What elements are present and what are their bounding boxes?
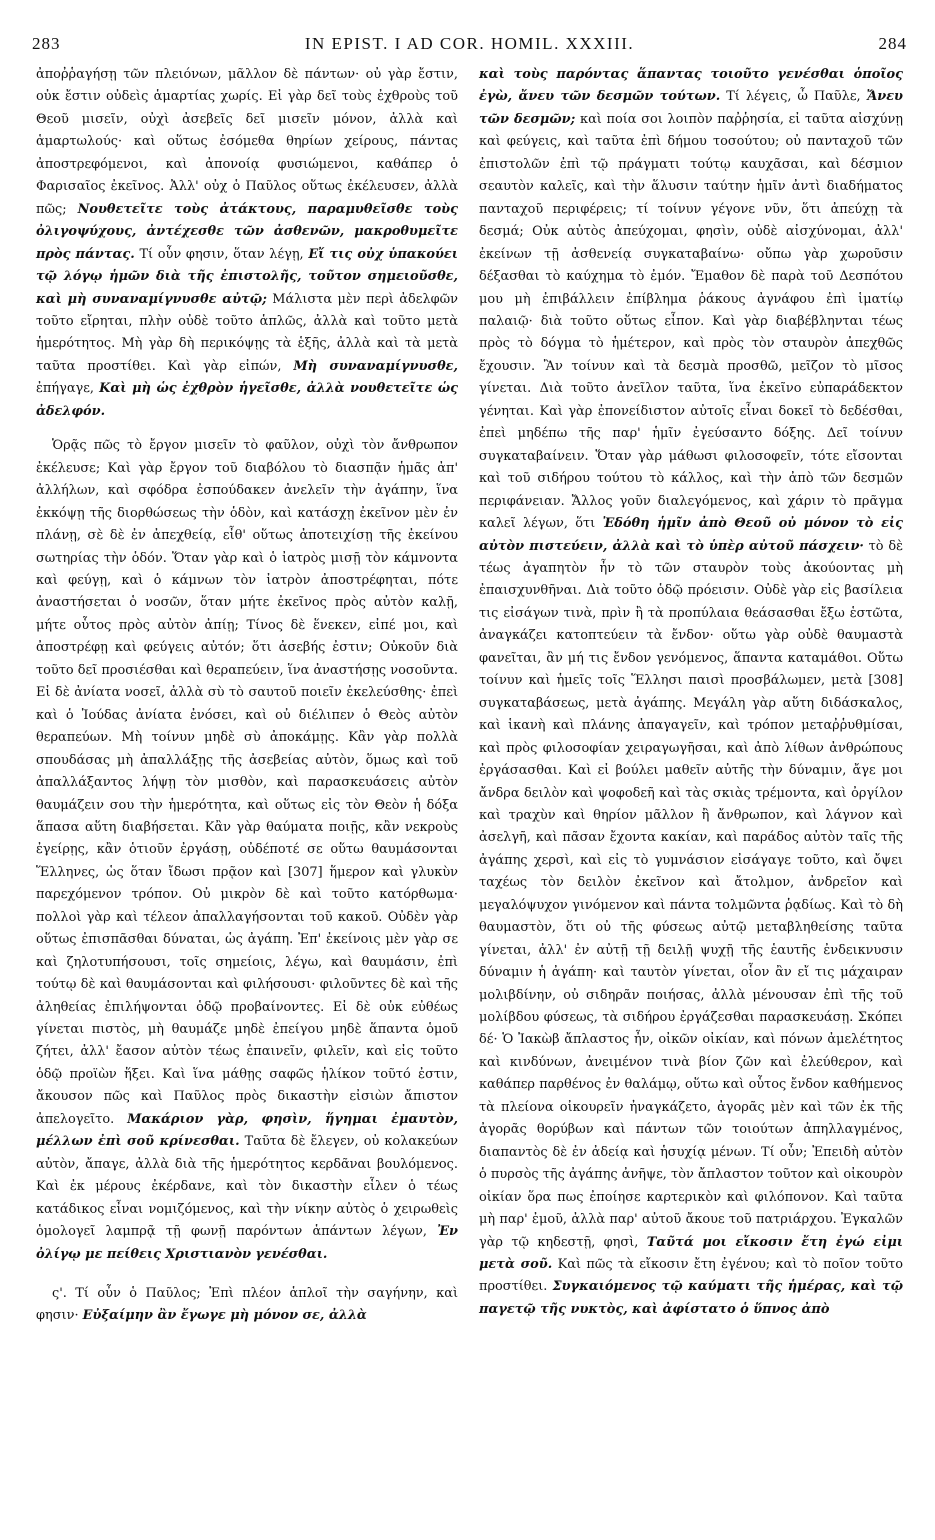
body-text: Ὁρᾷς πῶς τὸ ἔργον μισεῖν τὸ φαῦλον, οὐχὶ τὸν ἄνθρωπον ἐκέλευσε; Καὶ γὰρ ἔργον τοῦ διαβόλου τὸ διασπᾷν ἡμᾶς ἀπ' ἀλλήλων, καὶ σφόδρα ἐσπούδακεν ἀνελεῖν τὴν ἀγάπην, ἵνα ἐκκόψῃ τῆς διορθώσεως τὴν ὁδὸν, καὶ κατάσχῃ ἐκεῖνον μὲν ἐν πλάνῃ, σὲ δὲ ἐν ἀπεχθείᾳ, εἶθ' οὕτως ἀποτειχίσῃ τῆς ἐκείνου σωτηρίας τὴν ὁδόν. Ὅταν γὰρ καὶ ὁ ἰατρὸς μισῇ τὸν κάμνοντα καὶ φεύγῃ, καὶ ὁ κάμνων τὸν ἰατρὸν ἀποστρέφηται, πότε ἀναστήσεται ὁ νοσῶν, ὅταν μήτε ἐκεῖνος πρὸς αὐτὸν καλῇ, μήτε οὗτος πρὸς αὐτὸν ἀπίῃ; Τίνος δὲ ἕνεκεν, εἰπέ μοι, καὶ ἀποστρέφῃ καὶ φεύγεις αὐτόν; ὅτι ἀσεβής ἐστιν; Οὐκοῦν διὰ τοῦτο δεῖ προσιέσθαι καὶ θεραπεύειν, ἵνα ἀναστήσῃς νοσοῦντα. Εἰ δὲ ἀνίατα νοσεῖ, ἀλλὰ σὺ τὸ σαυτοῦ ποιεῖν ἐκελεύσθης· ἐπεὶ καὶ ὁ Ἰούδας ἀνίατα ἐνόσει, καὶ οὐ διέλιπεν ὁ Θεὸς αὐτὸν θεραπεύων. Μὴ τοίνυν μηδὲ σὺ ἀποκάμῃς. Κἂν γὰρ πολλὰ σπουδάσας μὴ ἀπαλλάξῃς τῆς ἀσεβείας αὐτὸν, ὅμως καὶ τοῦ ἀπαλλάξαντος λήψῃ τὸν μισθὸν, καὶ παρασκευάσεις αὐτὸν θαυμάζειν σου τὴν ἡμερότητα, καὶ οὕτως εἰς τὸν Θεὸν ἡ δόξα ἅπασα αὕτη διαβήσεται. Κἂν γὰρ θαύματα ποιῇς, κἂν νεκροὺς ἐγείρῃς, κἂν ὁτιοῦν ἐργάσῃ, οὐδέποτέ σε οὕτω θαυμάσονται Ἕλληνες, ὡς ὅταν ἴδωσι πρᾷον καὶ [307] ἥμερον καὶ γλυκὺν παρεχόμενον τρόπον. Οὐ μικρὸν δὲ καὶ τοῦτο κατόρθωμα· πολλοὶ γὰρ καὶ τέλεον ἀπαλλαγήσονται τοῦ κακοῦ. Οὐδὲν γὰρ οὕτως ἐπισπᾶσθαι δύναται, ὡς ἀγάπη. Ἐπ' ἐκείνοις μὲν γὰρ σε καὶ ζηλοτυπήσουσι, τοῖς σημείοις, λέγω, καὶ θαυμάσιν, ἐπὶ τούτῳ δὲ καὶ θαυμάσονται καὶ φιλήσουσι· φιλοῦντες δὲ καὶ τῆς ἀληθείας ἐπιλήψονται ὁδῷ προβαίνοντες. Εἰ δὲ οὐκ εὐθέως γίνεται πιστὸς, μὴ θαυμάζε μηδὲ ἐπείγου μηδὲ ἅπαντα ὁμοῦ ζήτει, ἀλλ' ἔασον αὐτὸν τέως ἐπαινεῖν, φιλεῖν, καὶ εἰς τοῦτο ὁδῷ προϊὼν ἥξει. Καὶ ἵνα μάθῃς σαφῶς ἡλίκον τοῦτό ἐστιν, ἄκουσον πῶς καὶ Παῦλος πρὸς δικαστὴν εἰσιὼν ἄπιστον ἀπελογεῖτο.: [36, 438, 458, 1127]
left-column: [36, 64, 458, 1328]
body-text: Τί λέγεις, ὦ Παῦλε,: [720, 89, 867, 105]
body-text: τὸ δὲ τέως ἀγαπητὸν ἦν τὸ τῶν σταυρὸν τοὺς ἀκούοντας μὴ ἐπαισχυνθῆναι. Διὰ τοῦτο ὁδῷ πρόεισιν. Οὐδὲ γὰρ εἰς βασίλεια τις εἰσάγων τινὰ, πρὶν ἢ τὰ προπύλαια θεάσασθαι ἔξω ἑστῶτα, ἀναγκάζει κατοπτεύειν τὰ ἔνδον· οὕτω γὰρ οὐδὲ θαυμαστὰ φανεῖται, ἂν μή τις ἔνδον γενόμενος, ἅπαντα καταμάθοι. Οὕτω τοίνυν καὶ ἡμεῖς τοῖς Ἕλλησι παισὶ προσβάλωμεν, μετὰ [308] συγκαταβάσεως, μετὰ ἀγάπης. Μεγάλη γὰρ αὕτη διδάσκαλος, καὶ ἱκανὴ καὶ πλάνης ἀπαγαγεῖν, καὶ τρόπον μεταῤῥυθμίσαι, καὶ πρὸς φιλοσοφίαν χειραγωγῆσαι, καὶ ἀπὸ λίθων ἀνθρώπους ἐργάσασθαι. Καὶ εἰ βούλει μαθεῖν αὐτῆς τὴν δύναμιν, ἄγε μοι ἄνδρα δειλὸν καὶ ψοφοδεῆ καὶ τὰς σκιὰς τρέμοντα, καὶ ὀργίλον καὶ τραχὺν καὶ θηρίον μᾶλλον ἢ ἄνθρωπον, καὶ λάγνον καὶ ἀσελγῆ, καὶ πᾶσαν ἔχοντα κακίαν, καὶ παράδος αὐτὸν ταῖς τῆς ἀγάπης χερσὶ, καὶ εἰς τὸ γυμνάσιον εἰσάγαγε τοῦτο, καὶ ὄψει ταχέως τὸν δειλὸν ἐκεῖνον καὶ ἄτολμον, ἀνδρεῖον καὶ μεγαλόψυχον γινόμενον καὶ πάντα τολμῶντα ῥᾳδίως. Καὶ τὸ δὴ θαυμαστὸν, ὅτι οὐ τῆς φύσεως αὐτῷ μεταβληθείσης ταῦτα γίνεται, ἀλλ' ἐν αὐτῇ τῇ δειλῇ ψυχῇ τῆς ἑαυτῆς ἐνδεικνυσιν δύναμιν ἡ ἀγάπη· καὶ ταυτὸν γίνεται, οἷον ἂν εἴ τις μάχαιραν μολιβδίνην, οὐ σιδηρᾶν ποιήσας, ἀλλὰ μένουσαν ἐπὶ τῆς τοῦ μολίβδου φύσεως, τὰ σιδήρου ἐργάζεσθαι παρασκευάσῃ. Σκόπει δέ· Ὁ Ἰακὼβ ἄπλαστος ἦν, οἰκῶν οἰκίαν, καὶ πόνων ἀμελέτητος καὶ κινδύνων, ἀνειμένον τινὰ βίον ζῶν καὶ ἐλεύθερον, καὶ καθάπερ παρθένος ἐν θαλάμῳ, οὕτω καὶ οὗτος ἔνδον καθήμενος τὰ πλείονα οἰκουρεῖν ἠναγκάζετο, ἀγορᾶς μὲν καὶ τῶν ἐκ τῆς ἀγορᾶς θορύβων καὶ πάντων τῶν τοιούτων ἀπηλλαγμένος, διαπαντὸς δὲ ἐν ἀδείᾳ καὶ ἡσυχίᾳ μένων. Τί οὖν; Ἐπειδὴ αὐτὸν ὁ πυρσὸς τῆς ἀγάπης ἀνῆψε, τὸν ἄπλαστον τοῦτον καὶ οἰκουρὸν οἰκίαν ὅρα πως ἐποίησε καρτερικὸν καὶ φιλόπονον. Καὶ ταῦτα μὴ παρ' ἐμοῦ, ἀλλὰ παρ' αὐτοῦ ἄκουε τοῦ πατριάρχου. Ἐγκαλῶν γὰρ τῷ κηδεστῇ, φησὶ,: [479, 538, 903, 1250]
paragraph: [479, 64, 903, 1321]
body-text: Μάλιστα μὲν περὶ ἀδελφῶν τοῦτο εἴρηται, πλὴν οὐδὲ τοῦτο ἁπλῶς, ἀλλὰ καὶ τοῦτο μετὰ ἡμερότητος. Μὴ γὰρ δὴ περικόψῃς τὰ ἑξῆς, ἀλλὰ καὶ τὰ μετὰ ταῦτα προστίθει. Καὶ γὰρ εἰπών,: [36, 291, 458, 374]
quotation-text: Μὴ συναναμίγνυσθε,: [293, 358, 458, 374]
paragraph: [36, 64, 458, 423]
body-text: Καὶ πῶς τὰ εἴκοσιν ἔτη ἐγένου; καὶ τὸ ποῖον τοῦτο προστίθει.: [479, 1257, 903, 1295]
page-number-left: 283: [32, 34, 61, 53]
body-text: ἀποῤῥαγήσῃ τῶν πλειόνων, μᾶλλον δὲ πάντων· οὐ γὰρ ἔστιν, οὐκ ἔστιν οὐδεὶς ἁμαρτίας χωρίς. Εἰ γὰρ δεῖ τοὺς ἐχθροὺς τοῦ Θεοῦ μισεῖν, οὐχὶ ἀσεβεῖς δεῖ μισεῖν μόνον, ἀλλὰ καὶ ἁμαρτωλούς· καὶ οὕτως ἐσόμεθα θηρίων χείρους, πάντας ἀποστρεφόμενοι, καὶ ἀπονοίᾳ φυσιώμενοι, καθάπερ ὁ Φαρισαῖος ἐκεῖνος. Ἀλλ' οὐχ ὁ Παῦλος οὕτως ἐκέλευσεν, ἀλλὰ πῶς;: [36, 67, 458, 217]
quotation-text: Συγκαιόμενος τῷ καύματι τῆς ἡμέρας, καὶ τῷ παγετῷ τῆς νυκτὸς, καὶ ἀφίστατο ὁ ὕπνος ἀπὸ: [479, 1279, 903, 1317]
quotation-text: Νουθετεῖτε τοὺς ἀτάκτους, παραμυθεῖσθε τοὺς ὀλιγοψύχους, ἀντέχεσθε τῶν ἀσθενῶν, μακροθυμεῖτε πρὸς πάντας.: [36, 201, 458, 262]
quotation-text: καὶ τοὺς παρόντας ἅπαντας τοιοῦτο γενέσθαι ὁποῖος ἐγὼ, ἄνευ τῶν δεσμῶν τούτων.: [479, 67, 903, 105]
body-text: ἐπήγαγε,: [36, 381, 100, 397]
quotation-text: Εἴ τις οὐχ ὑπακούει τῷ λόγῳ ἡμῶν διὰ τῆς ἐπιστολῆς, τοῦτον σημειοῦσθε, καὶ μὴ συναναμίγνυσθε αὐτῷ;: [36, 246, 459, 307]
quotation-text: Ἐδόθη ἡμῖν ἀπὸ Θεοῦ οὐ μόνον τὸ εἰς αὐτὸν πιστεύειν, ἀλλὰ καὶ τὸ ὑπὲρ αὐτοῦ πάσχειν·: [479, 516, 903, 554]
quotation-text: Ἐν ὀλίγῳ με πείθεις Χριστιανὸν γενέσθαι.: [36, 1224, 458, 1262]
running-header: [32, 34, 907, 58]
quotation-text: Μακάριον γὰρ, φησὶν, ἥγημαι ἐμαυτὸν, μέλλων ἐπὶ σοῦ κρίνεσθαι.: [36, 1111, 458, 1150]
right-column: [479, 64, 903, 1321]
body-text: ς'. Τί οὖν ὁ Παῦλος; Ἐπὶ πλέον ἁπλοῖ τὴν σαγήνην, καὶ φησιν·: [36, 1286, 458, 1324]
body-text: καὶ ποία σοι λοιπὸν παῤῥησία, εἰ ταῦτα αἰσχύνῃ καὶ φεύγεις, καὶ ταῦτα ἐπὶ δήμου τοσούτου; οὐ πανταχοῦ τῶν ἐπιστολῶν ἐπὶ τῷ πράγματι τούτῳ καυχᾶσαι, καὶ δέσμιον σεαυτὸν καλεῖς, καὶ τὴν ἅλυσιν ταύτην ἡμῖν ἀντὶ διαδήματος πανταχοῦ περιφέρεις; τί τοίνυν γέγονε νῦν, ὅτι ἀπεύχῃ τὰ δεσμά; Οὐκ αὐτὸς ἀπεύχομαι, φησὶν, οὐδὲ αἰσχύνομαι, ἀλλ' ἐκείνων τῇ ἀσθενείᾳ συγκαταβαίνω· οὔπω γὰρ χωροῦσιν δέξασθαι τὸ καύχημα τὸ ἐμόν. Ἔμαθον δὲ παρὰ τοῦ Δεσπότου μου μὴ ἐπιβάλλειν ἐπίβλημα ῥάκους ἀγνάφου ἐπὶ ἱματίῳ παλαιῷ· διὰ τοῦτο οὕτως εἶπον. Καὶ γὰρ διαβέβληνται τέως πρὸς τὸ δόγμα τὸ ἡμέτερον, καὶ πρὸς τὸν σταυρὸν ἀπεχθῶς ἔχουσιν. Ἂν τοίνυν καὶ τὰ δεσμὰ προσθῶ, μεῖζον τὸ μῖσος γίνεται. Διὰ τοῦτο ἀνεῖλον ταῦτα, ἵνα ἐκεῖνο εὐπαράδεκτον γένηται. Καὶ γὰρ ἐπονείδιστον αὐτοῖς εἶναι δοκεῖ τὸ δεδέσθαι, ἐπεὶ μηδέπω τῆς παρ' ἡμῖν ἐγεύσαντο δόξης. Δεῖ τοίνυν συγκαταβαίνειν. Ὅταν γὰρ μάθωσι φιλοσοφεῖν, τότε εἴσονται καὶ τοῦ σιδήρου τούτου τὸ κάλλος, καὶ τὴν ἀπὸ τῶν δεσμῶν περιφάνειαν. Ἄλλος γοῦν διαλεγόμενος, καὶ χάριν τὸ πρᾶγμα καλεῖ λέγων, ὅτι: [479, 111, 903, 532]
quotation-text: Εὐξαίμην ἂν ἔγωγε μὴ μόνον σε, ἀλλὰ: [82, 1308, 367, 1324]
body-text: Τί οὖν φησιν, ὅταν λέγῃ,: [134, 246, 309, 262]
body-text: Ταῦτα δὲ ἔλεγεν, οὐ κολακεύων αὐτὸν, ἄπαγε, ἀλλὰ διὰ τῆς ἡμερότητος κερδᾶναι βουλόμενος. Καὶ ἐκ μέρους ἐκέρδανε, καὶ τὸν δικαστὴν εἷλεν ὁ τέως κατάδικος εἶναι νομιζόμενος, καὶ τὴν νίκην αὐτὸς ὁ χειρωθεὶς ὁμολογεῖ λαμπρᾷ τῇ φωνῇ παρόντων ἁπάντων λέγων,: [36, 1134, 458, 1240]
quotation-text: Καὶ μὴ ὡς ἐχθρὸν ἡγεῖσθε, ἀλλὰ νουθετεῖτε ὡς ἀδελφόν.: [36, 381, 458, 419]
running-title: IN EPIST. I AD COR. HOMIL. XXXIII.: [304, 34, 635, 53]
paragraph: [36, 1283, 458, 1328]
quotation-text: Ἄνευ τῶν δεσμῶν;: [479, 89, 904, 127]
page-number-right: 284: [878, 34, 907, 53]
paragraph: [36, 435, 458, 1266]
quotation-text: Ταῦτά μοι εἴκοσιν ἔτη ἐγώ εἰμι μετὰ σοῦ.: [479, 1234, 903, 1273]
